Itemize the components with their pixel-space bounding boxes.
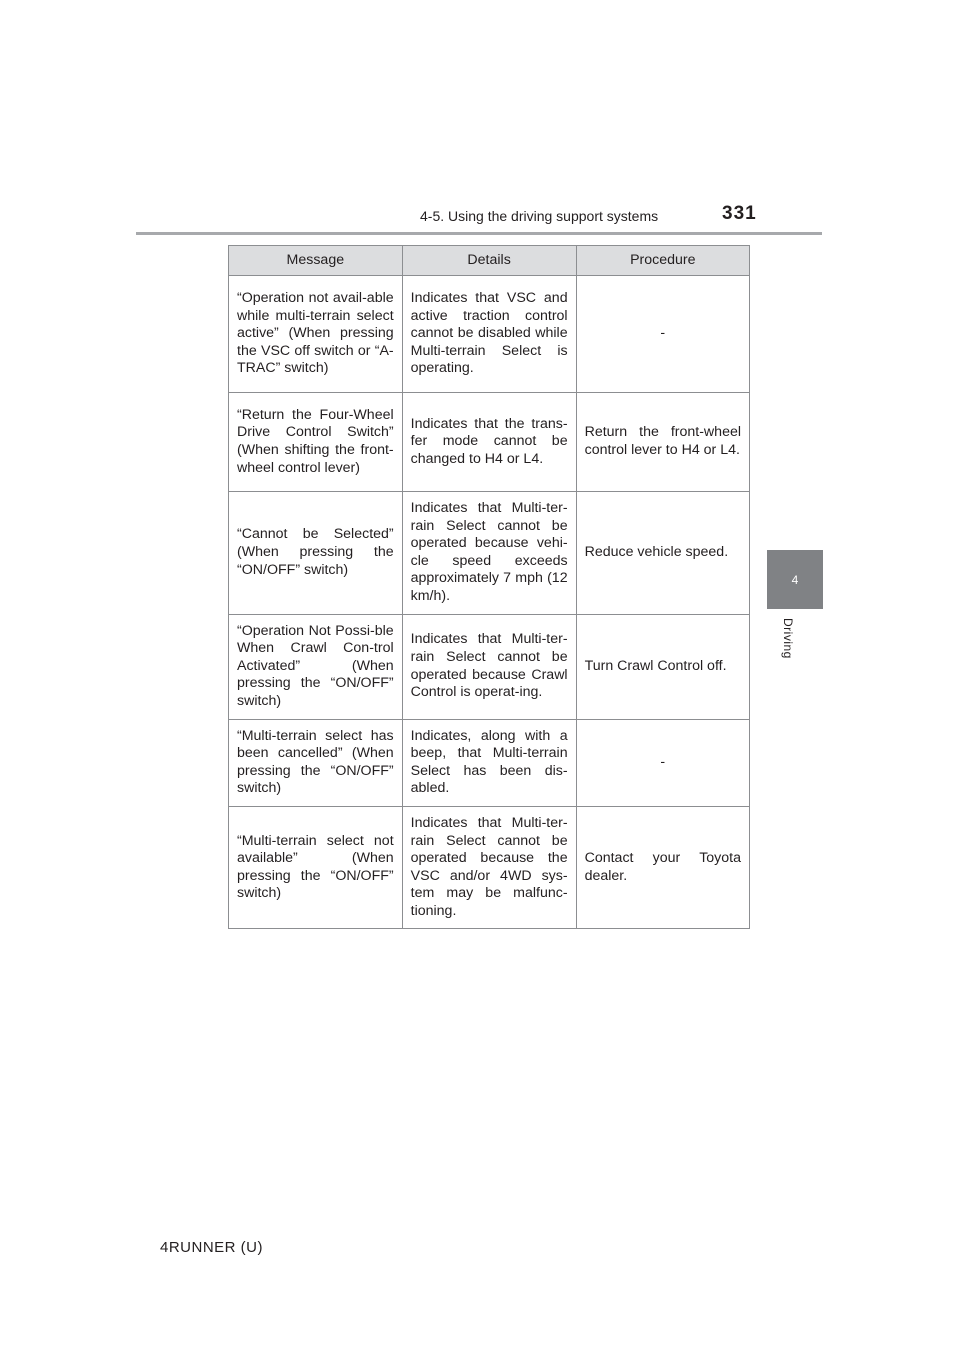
table-row bbox=[229, 492, 750, 615]
procedure-cell: - bbox=[576, 719, 749, 806]
message-cell: “Cannot be Selected” (When pressing the “ON/OFF” switch) bbox=[229, 492, 403, 615]
vehicle-model: 4RUNNER (U) bbox=[160, 1239, 263, 1256]
table-row bbox=[229, 393, 750, 492]
details-cell: Indicates that VSC and active traction control cannot be disabled while Multi-terrain Select is operating. bbox=[402, 276, 576, 393]
message-cell: “Multi-terrain select not available” (When pressing the “ON/OFF” switch) bbox=[229, 806, 403, 929]
chapter-number: 4 bbox=[791, 572, 799, 587]
details-cell: Indicates that Multi-ter-rain Select cannot be operated because vehi-cle speed exceeds approximately 7 mph (12 km/h). bbox=[402, 492, 576, 615]
page-number: 331 bbox=[722, 203, 757, 224]
table-row bbox=[229, 276, 750, 393]
message-table bbox=[228, 245, 750, 929]
message-cell: “Operation Not Possi-ble When Crawl Con-trol Activated” (When pressing the “ON/OFF” switch) bbox=[229, 614, 403, 719]
column-header-message: Message bbox=[229, 246, 403, 276]
procedure-cell: Return the front-wheel control lever to H4 or L4. bbox=[576, 393, 749, 492]
table-header-row bbox=[229, 246, 750, 276]
message-cell: “Multi-terrain select has been cancelled” (When pressing the “ON/OFF” switch) bbox=[229, 719, 403, 806]
details-cell: Indicates, along with a beep, that Multi-terrain Select has been dis-abled. bbox=[402, 719, 576, 806]
table-row bbox=[229, 614, 750, 719]
message-cell: “Operation not avail-able while multi-terrain select active” (When pressing the VSC off switch or “A-TRAC” switch) bbox=[229, 276, 403, 393]
section-title: 4-5. Using the driving support systems bbox=[420, 208, 659, 224]
table-row bbox=[229, 806, 750, 929]
table-row bbox=[229, 719, 750, 806]
procedure-cell: Contact your Toyota dealer. bbox=[576, 806, 749, 929]
message-cell: “Return the Four-Wheel Drive Control Switch” (When shifting the front-wheel control lever) bbox=[229, 393, 403, 492]
procedure-cell: Reduce vehicle speed. bbox=[576, 492, 749, 615]
procedure-cell: - bbox=[576, 276, 749, 393]
column-header-details: Details bbox=[402, 246, 576, 276]
details-cell: Indicates that Multi-ter-rain Select cannot be operated because Crawl Control is operat-ing. bbox=[402, 614, 576, 719]
procedure-cell: Turn Crawl Control off. bbox=[576, 614, 749, 719]
chapter-tab bbox=[767, 550, 823, 609]
details-cell: Indicates that the trans-fer mode cannot be changed to H4 or L4. bbox=[402, 393, 576, 492]
header-divider bbox=[136, 232, 822, 235]
details-cell: Indicates that Multi-ter-rain Select cannot be operated because the VSC and/or 4WD sys-tem may be malfunc-tioning. bbox=[402, 806, 576, 929]
column-header-procedure: Procedure bbox=[576, 246, 749, 276]
chapter-label: Driving bbox=[781, 618, 795, 659]
